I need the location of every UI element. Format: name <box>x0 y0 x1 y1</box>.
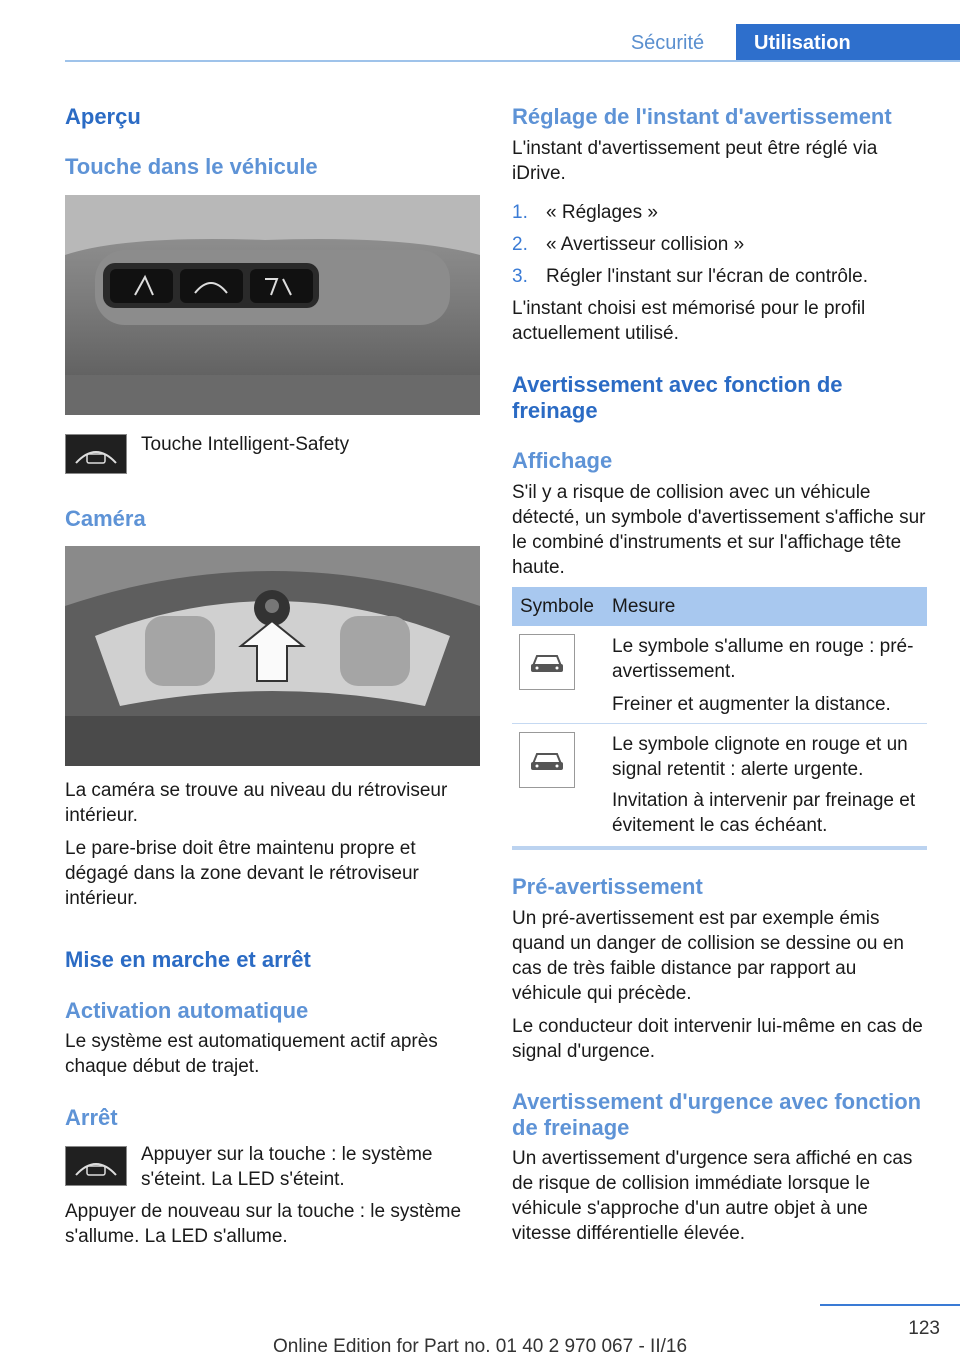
affichage-paragraph: S'il y a risque de collision avec un véhicule détecté, un symbole d'avertissement s'affiche sur le combiné d'instruments et sur l'affichage tête haute. <box>512 482 926 578</box>
steps-list <box>512 200 927 296</box>
step-number: 2. <box>512 234 528 255</box>
page-number: 123 <box>908 1318 940 1339</box>
heading-freinage: Avertissement avec fonction de freinage <box>512 372 843 423</box>
heading-urgence: Avertissement d'urgence avec fonction de freinage <box>512 1089 922 1140</box>
arret-instruction: Appuyer sur la touche : le système s'éteint. La LED s'éteint. <box>141 1144 433 1190</box>
table-bottom-rule <box>512 846 927 850</box>
heading-apercu: Aperçu <box>65 104 141 129</box>
camera-paragraph-2: Le pare-brise doit être maintenu propre et dégagé dans la zone devant le rétroviseur intérieur. <box>65 838 419 909</box>
activation-paragraph: Le système est automatiquement actif après chaque début de trajet. <box>65 1031 438 1077</box>
footer-edition: Online Edition for Part no. 01 40 2 970 067 - II/16 <box>272 1336 688 1357</box>
reglage-paragraph-2: L'instant choisi est mémorisé pour le profil actuellement utilisé. <box>512 298 866 344</box>
pre-paragraph-2: Le conducteur doit intervenir lui-même en cas de signal d'urgence. <box>512 1016 923 1062</box>
list-item <box>512 264 927 296</box>
col-mesure: Mesure <box>612 596 676 617</box>
heading-pre-avertissement: Pré-avertissement <box>512 874 703 899</box>
pre-paragraph-1: Un pré-avertissement est par exemple émis quand un danger de collision se dessine ou en cas de très faible distance par rapport au véhicule qui précède. <box>512 908 904 1004</box>
heading-camera: Caméra <box>65 506 146 531</box>
row2-line2: Invitation à intervenir par freinage et évitement le cas échéant. <box>612 790 916 836</box>
table-row <box>512 724 927 842</box>
step-text: « Avertisseur collision » <box>546 234 745 255</box>
urgence-paragraph: Un avertissement d'urgence sera affiché en cas de risque de collision immédiate lorsque le véhicule s'approche d'un autre objet à une vitesse différentielle élevée. <box>512 1148 913 1244</box>
header-tab-utilisation: Utilisation <box>736 24 960 62</box>
photo-button-panel <box>65 195 480 415</box>
heading-reglage: Réglage de l'instant d'avertissement <box>512 104 892 129</box>
car-warning-icon <box>519 634 575 690</box>
intelligent-safety-button-icon <box>65 434 127 474</box>
heading-affichage: Affichage <box>512 448 613 473</box>
arret-paragraph: Appuyer de nouveau sur la touche : le système s'allume. La LED s'allume. <box>65 1201 462 1247</box>
header-rule <box>65 60 960 62</box>
car-warning-icon <box>519 732 575 788</box>
step-text: « Réglages » <box>546 202 658 223</box>
safety-button-icon <box>65 1146 127 1186</box>
row1-line1: Le symbole s'allume en rouge : pré-avertissement. <box>612 636 914 682</box>
step-number: 3. <box>512 266 528 287</box>
step-text: Régler l'instant sur l'écran de contrôle. <box>546 266 868 287</box>
list-item <box>512 232 927 264</box>
reglage-paragraph: L'instant d'avertissement peut être réglé via iDrive. <box>512 138 878 184</box>
list-item <box>512 200 927 232</box>
footer-rule <box>820 1304 960 1306</box>
table-row <box>512 626 927 724</box>
heading-touche: Touche dans le véhicule <box>65 154 318 179</box>
row1-line2: Freiner et augmenter la distance. <box>612 694 891 715</box>
icon-caption: Touche Intelligent-Safety <box>141 434 350 455</box>
step-number: 1. <box>512 202 528 223</box>
table-header <box>512 587 927 626</box>
row2-line1: Le symbole clignote en rouge et un signal retentit : alerte urgente. <box>612 734 908 780</box>
heading-arret: Arrêt <box>65 1105 118 1130</box>
photo-camera-windshield <box>65 546 480 766</box>
col-symbole: Symbole <box>520 596 594 617</box>
header-section-label: Sécurité <box>630 31 705 54</box>
heading-activation: Activation automatique <box>65 998 309 1023</box>
camera-paragraph-1: La caméra se trouve au niveau du rétroviseur intérieur. <box>65 780 448 826</box>
heading-mise-en-marche: Mise en marche et arrêt <box>65 947 311 972</box>
